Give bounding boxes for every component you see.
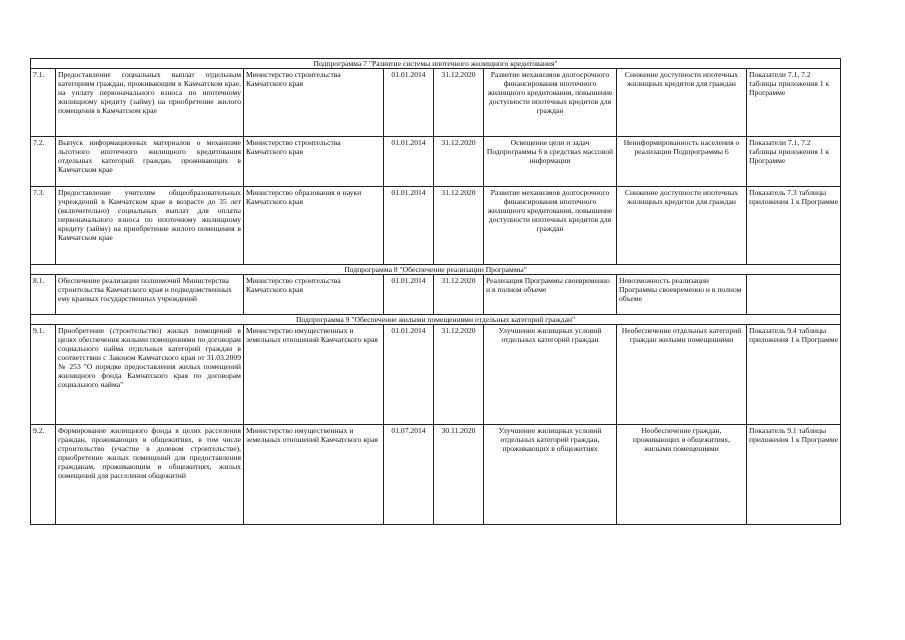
activity-name: Предоставление учителям общеобразовательных учреждений в Камчатском крае в возрасте до 35 лет (включительно) социальных выплат для оплаты первоначального взноса по ипотечному жилищному кредиту (займу) на приобретение жилого помещения в Камчатском крае bbox=[56, 187, 244, 265]
row-number: 7.1. bbox=[31, 69, 56, 137]
subprogram-title: Подпрограмма 7 "Развитие системы ипотечного жилищного кредитования" bbox=[31, 59, 841, 69]
expected-result: Развитие механизмов долгосрочного финансирования ипотечного жилищного кредитования, повышение доступности ипотечных кредитов для граждан bbox=[484, 187, 617, 265]
related-indicators bbox=[747, 275, 841, 315]
activity-name: Предоставление социальных выплат отдельным категориям граждан, проживающим в Камчатском крае, на уплату первоначального взноса по ипотечному жилищному кредиту (займу) на приобретение жилого помещения в Камчатском крае bbox=[56, 69, 244, 137]
subprogram-title: Подпрограмма 9 "Обеспечение жилыми помещениями отдельных категорий граждан" bbox=[31, 315, 841, 325]
executor: Министерство строительства Камчатского края bbox=[244, 69, 384, 137]
table-row bbox=[31, 425, 841, 525]
expected-result: Освещение цели и задач Подпрограммы 6 в средствах массовой информации bbox=[484, 137, 617, 187]
expected-result: Улучшение жилищных условий отдельных категорий граждан, проживающих в общежитиях bbox=[484, 425, 617, 525]
row-number: 9.2. bbox=[31, 425, 56, 525]
non-implementation-consequence: Снижение доступности ипотечных жилищных кредитов для граждан bbox=[617, 69, 747, 137]
table-row bbox=[31, 275, 841, 315]
end-date: 30.11.2020 bbox=[434, 425, 484, 525]
start-date: 01.07.2014 bbox=[384, 425, 434, 525]
expected-result: Развитие механизмов долгосрочного финансирования ипотечного жилищного кредитования, повышение доступности ипотечных кредитов для граждан bbox=[484, 69, 617, 137]
related-indicators: Показатели 7.1, 7.2 таблицы приложения 1 к Программе bbox=[747, 69, 841, 137]
start-date: 01.01.2014 bbox=[384, 69, 434, 137]
row-number: 8.1. bbox=[31, 275, 56, 315]
non-implementation-consequence: Необеспечение граждан, проживающих в общежитиях, жилыми помещениями bbox=[617, 425, 747, 525]
executor: Министерство образования и науки Камчатского края bbox=[244, 187, 384, 265]
activity-name: Формирование жилищного фонда в целях расселения граждан, проживающих в общежитиях, в том числе строительство (участие в долевом строительстве), приобретение жилых помещений для предоставления гражданам, проживающим в общежитиях, жилых помещений для расселения общежитий bbox=[56, 425, 244, 525]
non-implementation-consequence: Снижение доступности ипотечных жилищных кредитов для граждан bbox=[617, 187, 747, 265]
document-page bbox=[30, 58, 840, 525]
non-implementation-consequence: Неинформированность населения о реализации Подпрограммы 6 bbox=[617, 137, 747, 187]
end-date: 31.12.2020 bbox=[434, 325, 484, 425]
start-date: 01.01.2014 bbox=[384, 187, 434, 265]
related-indicators: Показатель 9.1 таблицы приложения 1 к Программе bbox=[747, 425, 841, 525]
subprogram-header-9 bbox=[31, 315, 841, 325]
end-date: 31.12.2020 bbox=[434, 69, 484, 137]
subprogram-header-7 bbox=[31, 59, 841, 69]
subprogram-header-8 bbox=[31, 265, 841, 275]
activity-name: Приобретение (строительство) жилых помещений в целях обеспечения жилыми помещениями по договорам социального найма отдельных категорий граждан в соответствии с Законом Камчатского края от 31.03.2009 № 253 "О порядке предоставления жилых помещений жилищного фонда Камчатского края по договорам социального найма" bbox=[56, 325, 244, 425]
related-indicators: Показатель 7.3 таблицы приложения 1 к Программе bbox=[747, 187, 841, 265]
table-row bbox=[31, 325, 841, 425]
activity-name: Обеспечение реализации полномочий Министерства строительства Камчатского края и подведомственных ему краевых государственных учреждений bbox=[56, 275, 244, 315]
end-date: 31.12.2020 bbox=[434, 275, 484, 315]
non-implementation-consequence: Необеспечение отдельных категорий граждан жилыми помещениями bbox=[617, 325, 747, 425]
row-number: 7.2. bbox=[31, 137, 56, 187]
executor: Министерство имущественных и земельных отношений Камчатского края bbox=[244, 425, 384, 525]
row-number: 9.1. bbox=[31, 325, 56, 425]
table-row bbox=[31, 69, 841, 137]
related-indicators: Показатели 7.1, 7.2 таблицы приложения 1 к Программе bbox=[747, 137, 841, 187]
start-date: 01.01.2014 bbox=[384, 137, 434, 187]
expected-result: Улучшение жилищных условий отдельных категорий граждан bbox=[484, 325, 617, 425]
end-date: 31.12.2020 bbox=[434, 137, 484, 187]
start-date: 01.01.2014 bbox=[384, 275, 434, 315]
executor: Министерство имущественных и земельных отношений Камчатского края bbox=[244, 325, 384, 425]
executor: Министерство строительства Камчатского края bbox=[244, 275, 384, 315]
subprogram-title: Подпрограмма 8 "Обеспечение реализации Программы" bbox=[31, 265, 841, 275]
start-date: 01.01.2014 bbox=[384, 325, 434, 425]
expected-result: Реализация Программы своевременно и в полном объеме bbox=[484, 275, 617, 315]
related-indicators: Показатель 9.4 таблицы приложения 1 к Программе bbox=[747, 325, 841, 425]
row-number: 7.3. bbox=[31, 187, 56, 265]
table-row bbox=[31, 137, 841, 187]
end-date: 31.12.2020 bbox=[434, 187, 484, 265]
program-activities-table bbox=[30, 58, 841, 525]
activity-name: Выпуск информационных материалов о механизме льготного ипотечного жилищного кредитования отдельных категорий граждан, проживающих в Камчатском крае bbox=[56, 137, 244, 187]
executor: Министерство строительства Камчатского края bbox=[244, 137, 384, 187]
non-implementation-consequence: Невозможность реализации Программы своевременно и в полном объеме bbox=[617, 275, 747, 315]
table-row bbox=[31, 187, 841, 265]
